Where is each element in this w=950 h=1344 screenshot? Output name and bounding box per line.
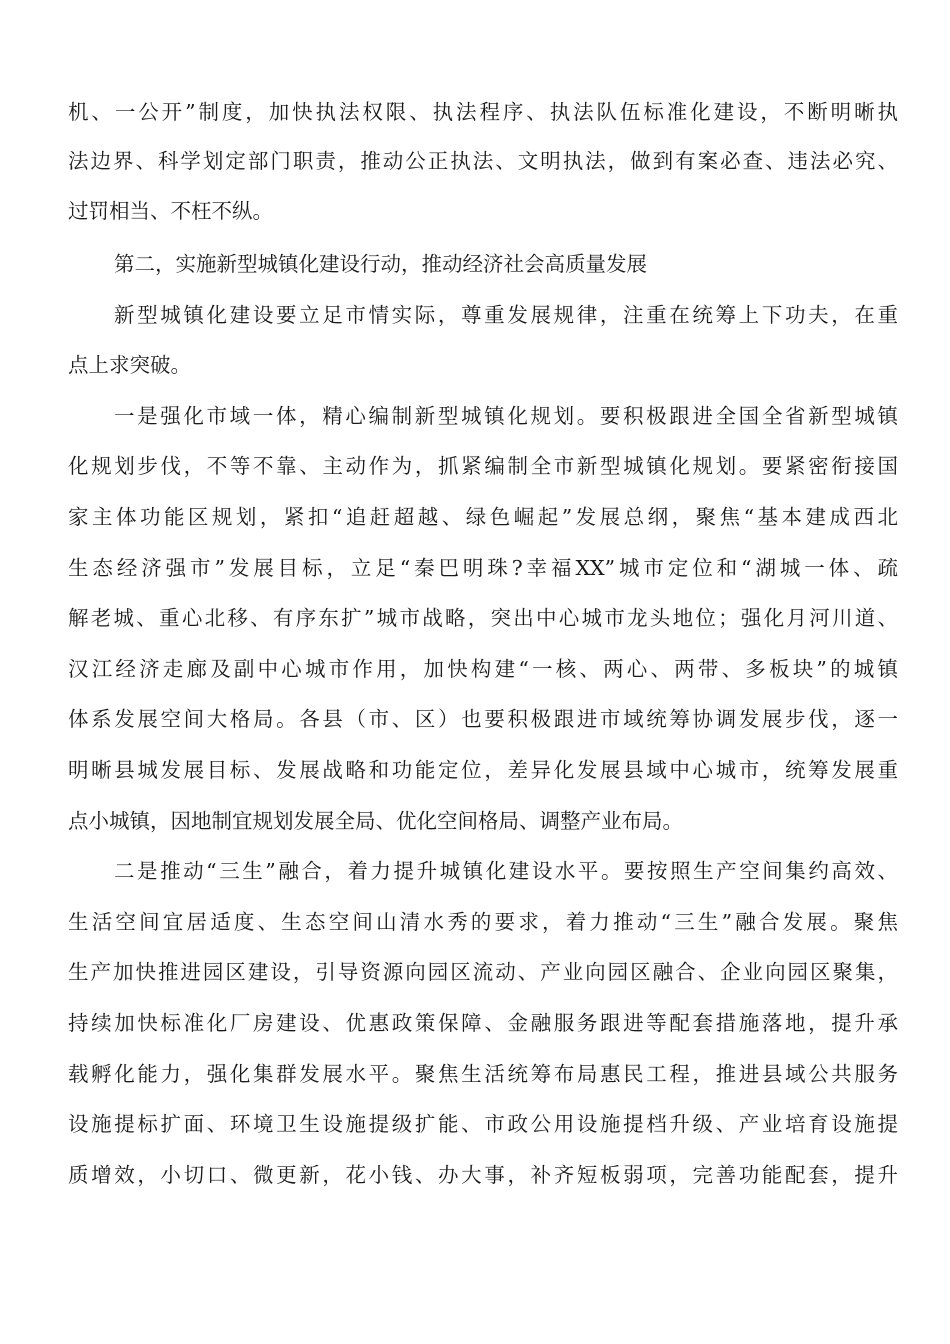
text-line: 机、一公开”制度，加快执法权限、执法程序、执法队伍标准化建设，不断明晰执 (68, 100, 898, 124)
text-line: 点小城镇，因地制宜规划发展全局、优化空间格局、调整产业布局。 (68, 809, 683, 833)
text-line: 载孵化能力，强化集群发展水平。聚焦生活统筹布局惠民工程，推进县域公共服务 (68, 1062, 898, 1086)
text-line: 新型城镇化建设要立足市情实际，尊重发展规律，注重在统筹上下功夫，在重 (114, 303, 898, 327)
text-line: 持续加快标准化厂房建设、优惠政策保障、金融服务跟进等配套措施落地，提升承 (68, 1011, 898, 1035)
text-line: 点上求突破。 (68, 353, 191, 377)
text-line: 一是强化市域一体，精心编制新型城镇化规划。要积极跟进全国全省新型城镇 (114, 404, 898, 428)
text-line: 家主体功能区规划，紧扣“追赶超越、绿色崛起”发展总纲，聚焦“基本建成西北 (68, 505, 898, 529)
text-line: 二是推动“三生”融合，着力提升城镇化建设水平。要按照生产空间集约高效、 (114, 859, 898, 883)
text-line: 质增效，小切口、微更新，花小钱、办大事，补齐短板弱项，完善功能配套，提升 (68, 1163, 898, 1187)
text-line: 化规划步伐，不等不靠、主动作为，抓紧编制全市新型城镇化规划。要紧密衔接国 (68, 454, 898, 478)
text-line: 生产加快推进园区建设，引导资源向园区流动、产业向园区融合、企业向园区聚集， (68, 960, 898, 984)
section-heading: 第二，实施新型城镇化建设行动，推动经济社会高质量发展 (114, 252, 647, 276)
text-line: 体系发展空间大格局。各县（市、区）也要积极跟进市域统筹协调发展步伐，逐一 (68, 707, 898, 731)
text-line: 解老城、重心北移、有序东扩”城市战略，突出中心城市龙头地位；强化月河川道、 (68, 606, 898, 630)
text-line: 明晰县城发展目标、发展战略和功能定位，差异化发展县域中心城市，统筹发展重 (68, 758, 898, 782)
text-line: 生态经济强市”发展目标，立足“秦巴明珠?幸福XX”城市定位和“湖城一体、疏 (68, 556, 898, 580)
text-line: 设施提标扩面、环境卫生设施提级扩能、市政公用设施提档升级、产业培育设施提 (68, 1112, 898, 1136)
text-line: 生活空间宜居适度、生态空间山清水秀的要求，着力推动“三生”融合发展。聚焦 (68, 910, 898, 934)
text-line: 过罚相当、不枉不纵。 (68, 199, 273, 223)
text-line: 法边界、科学划定部门职责，推动公正执法、文明执法，做到有案必查、违法必究、 (68, 149, 898, 173)
text-line: 汉江经济走廊及副中心城市作用，加快构建“一核、两心、两带、多板块”的城镇 (68, 657, 898, 681)
